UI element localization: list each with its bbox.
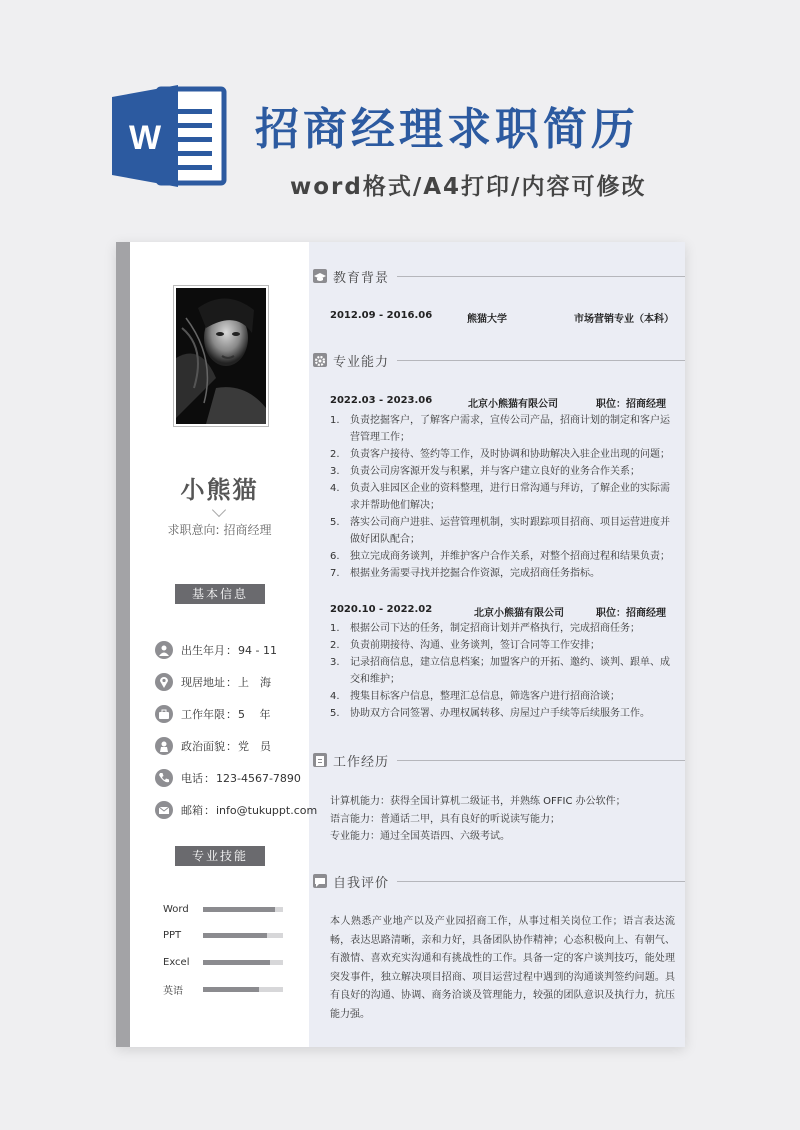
duty-item: 4. 负责入驻园区企业的资料整理，进行日常沟通与拜访，了解企业的实际需求并帮助他们解决； bbox=[330, 483, 670, 511]
word-logo-letter: W bbox=[128, 119, 162, 157]
expertise-title: 专业能力 bbox=[333, 354, 390, 370]
skill-row bbox=[163, 982, 283, 996]
profile-photo bbox=[174, 286, 268, 426]
info-email: 邮箱 ： info@tukuppt.com bbox=[155, 800, 317, 820]
job-intent-label: 求职意向: bbox=[167, 523, 220, 537]
duty-item: 3. 记录招商信息，建立信息档案；加盟客户的开拓、邀约、谈判、跟单、成交和维护； bbox=[330, 657, 670, 685]
skill-bar bbox=[203, 907, 283, 912]
info-address: 现居地址 ： 上 海 bbox=[155, 672, 271, 692]
info-address-label: 现居地址 bbox=[181, 676, 225, 689]
info-birth: 出生年月 ： 94 - 11 bbox=[155, 640, 277, 660]
duty-item: 1. 负责挖掘客户，了解客户需求，宣传公司产品，招商计划的制定和客户运营管理工作； bbox=[330, 415, 670, 443]
info-address-value: 上 海 bbox=[238, 676, 271, 689]
work-line: 专业能力：通过全国英语四、六级考试。 bbox=[330, 831, 510, 842]
education-school: 熊猫大学 bbox=[467, 314, 507, 325]
document-icon bbox=[313, 753, 327, 767]
self-eval-text: 本人熟悉产业地产以及产业园招商工作，从事过相关岗位工作；语言表达流畅，表达思路清晰，亲和力好，具备团队协作精神；心态积极向上、有朝气、有激情、喜欢充实沟通和有挑战性的工作。具备一定的客户谈判技巧，能处理突发事件，独立解决项目招商、项目运营过程中遇到的沟通谈判签约问题。具有良好的沟通、协调、商务洽谈及管理能力，较强的团队意识及执行力，抗压能力强。 bbox=[330, 916, 675, 1020]
skill-name: Word bbox=[163, 903, 189, 915]
duty-item: 3. 负责公司房客源开发与积累，并与客户建立良好的业务合作关系； bbox=[330, 466, 640, 477]
duty-list bbox=[326, 412, 676, 582]
education-title: 教育背景 bbox=[333, 270, 390, 286]
divider bbox=[397, 360, 685, 361]
education-heading bbox=[313, 266, 685, 286]
info-years-label: 工作年限 bbox=[181, 708, 225, 721]
work-title: 工作经历 bbox=[333, 754, 390, 770]
comment-icon bbox=[313, 874, 327, 888]
banner-subtitle: word格式/A4打印/内容可修改 bbox=[290, 174, 647, 200]
job-header bbox=[330, 604, 670, 618]
graduation-cap-icon bbox=[313, 269, 327, 283]
banner-title: 招商经理求职简历 bbox=[255, 104, 639, 155]
job-header bbox=[330, 395, 670, 409]
candidate-name: 小熊猫 bbox=[180, 476, 259, 504]
info-years-value: 5 年 bbox=[238, 708, 271, 721]
divider bbox=[397, 276, 685, 277]
info-email-value: info@tukuppt.com bbox=[216, 803, 318, 817]
work-line: 语言能力：普通话二甲，具有良好的听说读写能力； bbox=[330, 813, 560, 825]
duty-item: 7. 根据业务需要寻找并挖掘合作资源，完成招商任务指标。 bbox=[330, 568, 600, 579]
education-major: 市场营销专业（本科） bbox=[574, 314, 674, 325]
person-icon bbox=[155, 641, 173, 659]
skill-bar bbox=[203, 933, 283, 938]
skill-bar bbox=[203, 960, 283, 965]
job-position: 职位：招商经理 bbox=[596, 608, 666, 619]
info-email-label: 邮箱 bbox=[181, 804, 203, 817]
left-strip bbox=[116, 242, 130, 1047]
job-company: 北京小熊猫有限公司 bbox=[474, 608, 564, 619]
duty-item: 4. 搜集目标客户信息，整理汇总信息，筛选客户进行招商洽谈； bbox=[330, 691, 620, 702]
divider bbox=[397, 760, 685, 761]
job-period: 2022.03 - 2023.06 bbox=[330, 395, 433, 406]
skill-row bbox=[163, 902, 283, 916]
expertise-heading bbox=[313, 350, 685, 370]
badge-icon bbox=[155, 737, 173, 755]
job-intent-value: 招商经理 bbox=[223, 523, 272, 537]
skill-bar-fill bbox=[203, 933, 267, 938]
education-entry bbox=[330, 310, 674, 325]
location-icon bbox=[155, 673, 173, 691]
word-logo-icon bbox=[112, 83, 230, 189]
resume-page bbox=[116, 242, 685, 1047]
briefcase-icon bbox=[155, 705, 173, 723]
phone-icon bbox=[155, 769, 173, 787]
duty-list bbox=[326, 620, 676, 722]
skill-bar bbox=[203, 987, 283, 992]
duty-item: 2. 负责前期接待、沟通、业务谈判，签订合同等工作安排； bbox=[330, 640, 600, 651]
duty-item: 2. 负责客户接待、签约等工作，及时协调和协助解决入驻企业出现的问题； bbox=[330, 449, 670, 460]
skill-row bbox=[163, 955, 283, 969]
info-political-value: 党 员 bbox=[238, 740, 271, 753]
mail-icon bbox=[155, 801, 173, 819]
info-phone-label: 电话 bbox=[181, 772, 203, 785]
skill-bar-fill bbox=[203, 907, 275, 912]
job-intent bbox=[130, 521, 309, 538]
info-political-label: 政治面貌 bbox=[181, 740, 225, 753]
job-company: 北京小熊猫有限公司 bbox=[468, 399, 558, 410]
skill-name: PPT bbox=[163, 929, 182, 941]
job-position: 职位：招商经理 bbox=[596, 399, 666, 410]
info-years: 工作年限 ： 5 年 bbox=[155, 704, 271, 724]
chevron-down-icon bbox=[212, 503, 226, 517]
skill-bar-fill bbox=[203, 960, 270, 965]
skill-name: 英语 bbox=[163, 985, 183, 997]
work-heading bbox=[313, 750, 685, 770]
skill-bar-fill bbox=[203, 987, 259, 992]
info-political: 政治面貌 ： 党 员 bbox=[155, 736, 271, 756]
info-phone: 电话 ： 123-4567-7890 bbox=[155, 768, 301, 788]
duty-item: 6. 独立完成商务谈判，并维护客户合作关系，对整个招商过程和结果负责； bbox=[330, 551, 670, 562]
job-period: 2020.10 - 2022.02 bbox=[330, 604, 433, 615]
gear-icon bbox=[313, 353, 327, 367]
duty-item: 5. 落实公司商户进驻、运营管理机制，实时跟踪项目招商、项目运营进度并做好团队配合； bbox=[330, 517, 670, 545]
info-birth-value: 94 - 11 bbox=[238, 643, 277, 657]
info-phone-value: 123-4567-7890 bbox=[216, 771, 301, 785]
info-birth-label: 出生年月 bbox=[181, 644, 225, 657]
duty-item: 5. 协助双方合同签署、办理权属转移、房屋过户手续等后续服务工作。 bbox=[330, 708, 650, 719]
skill-name: Excel bbox=[163, 956, 190, 968]
education-period: 2012.09 - 2016.06 bbox=[330, 310, 433, 321]
work-list bbox=[330, 793, 675, 846]
work-line: 计算机能力：获得全国计算机二级证书，并熟练 OFFIC 办公软件； bbox=[330, 796, 626, 807]
duty-item: 1. 根据公司下达的任务，制定招商计划并严格执行，完成招商任务； bbox=[330, 623, 640, 634]
skill-row bbox=[163, 928, 283, 942]
self-eval-title: 自我评价 bbox=[333, 875, 390, 891]
basic-info-heading: 基本信息 bbox=[175, 584, 265, 604]
self-eval-heading bbox=[313, 871, 685, 891]
divider bbox=[397, 881, 685, 882]
skills-heading: 专业技能 bbox=[175, 846, 265, 866]
